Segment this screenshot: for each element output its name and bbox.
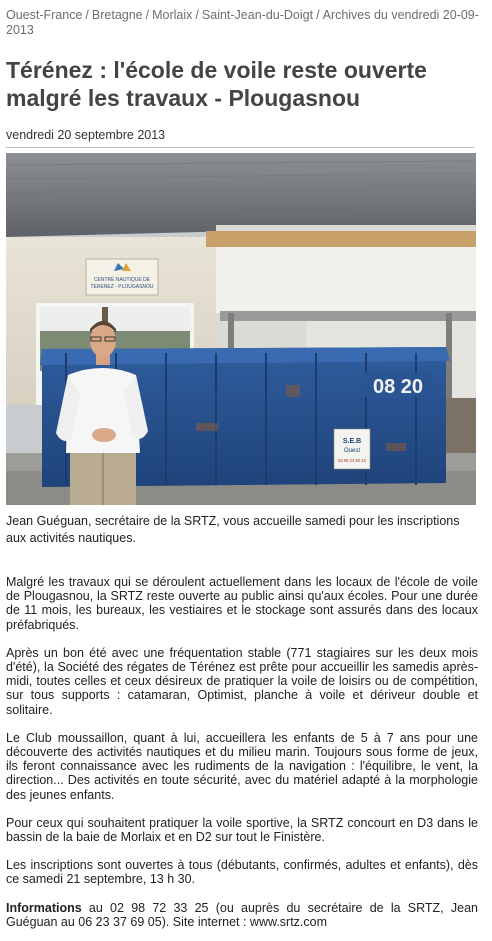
paragraph: Pour ceux qui souhaitent pratiquer la voile sportive, la SRTZ concourt en D3 dans le bassin de la baie de Morlaix et en D2 sur tout le Finistère. — [6, 815, 478, 845]
info-paragraph — [6, 901, 478, 929]
breadcrumb-separator: / — [316, 8, 320, 22]
sign-text-line1: CENTRE NAUTIQUE DE — [93, 277, 151, 283]
breadcrumb — [6, 8, 482, 38]
roof-shape — [6, 153, 476, 237]
divider — [6, 147, 474, 148]
breadcrumb-separator: / — [145, 8, 150, 22]
info-text: au 02 98 72 33 25 (ou auprès du secrétaire de la SRTZ, Jean Guéguan au 06 23 37 69 05). Site internet : www.srtz.com — [6, 900, 478, 929]
plate-text-line2: Ouest — [343, 448, 361, 454]
article-body — [6, 575, 478, 929]
photo-caption: Jean Guéguan, secrétaire de la SRTZ, vous accueille samedi pour les inscriptions aux activités nautiques. — [6, 514, 460, 545]
article-title: Térénez : l'école de voile reste ouverte malgré les travaux - Plougasnou — [6, 57, 427, 111]
breadcrumb-separator: / — [195, 8, 199, 22]
info-label: Informations — [6, 900, 82, 915]
breadcrumb-separator: / — [85, 8, 89, 22]
breadcrumb-link-ouest-france[interactable]: Ouest-France — [6, 8, 83, 22]
breadcrumb-link-saint-jean-du-doigt[interactable]: Saint-Jean-du-Doigt — [201, 8, 314, 22]
paragraph: Le Club moussaillon, quant à lui, accueillera les enfants de 5 à 7 ans pour une découverte des activités nautiques et du milieu marin. Toujours sous forme de jeux, ils feront connaissance avec les rudiments de la navigation : l'équilibre, le vent, la direction... Des activités en toute sécurité, avec du matériel adapté à la morphologie des jeunes enfants. — [6, 730, 478, 802]
paragraph: Malgré les travaux qui se déroulent actuellement dans les locaux de l'école de voile de Plougasnou, la SRTZ reste ouverte au public ainsi qu'aux écoles. Pour une durée de 11 mois, les bureaux, les vestiaires et le stockage sont assurés dans des locaux préfabriqués. — [6, 575, 478, 632]
paragraph: Après un bon été avec une fréquentation stable (771 stagiaires sur les deux mois d'été), la Société des régates de Térénez est prête pour accueillir les samedis après-midi, toutes celles et ceux désireux de pratiquer la voile de loisirs ou de compétition, sur tous supports : catamaran, Optimist, planche à voile et dériveur double et solitaire. — [6, 645, 478, 717]
article-date: vendredi 20 septembre 2013 — [6, 128, 166, 142]
plate-text-line3: 02.98.24.50.16 — [338, 458, 366, 463]
article-photo — [6, 153, 476, 505]
paragraph: Les inscriptions sont ouvertes à tous (débutants, confirmés, adultes et enfants), dès ce samedi 21 septembre, 13 h 30. — [6, 858, 478, 887]
breadcrumb-link-morlaix[interactable]: Morlaix — [152, 8, 193, 22]
breadcrumb-current: Archives du vendredi 20-09-2013 — [6, 8, 479, 37]
container-number: 08 20 — [372, 376, 424, 398]
photo-illustration — [6, 153, 476, 505]
breadcrumb-link-bretagne[interactable]: Bretagne — [91, 8, 143, 22]
plate-text-line1: S.E.B — [342, 438, 362, 445]
sign-text-line2: TERENEZ - PLOUGASNOU — [90, 284, 154, 290]
